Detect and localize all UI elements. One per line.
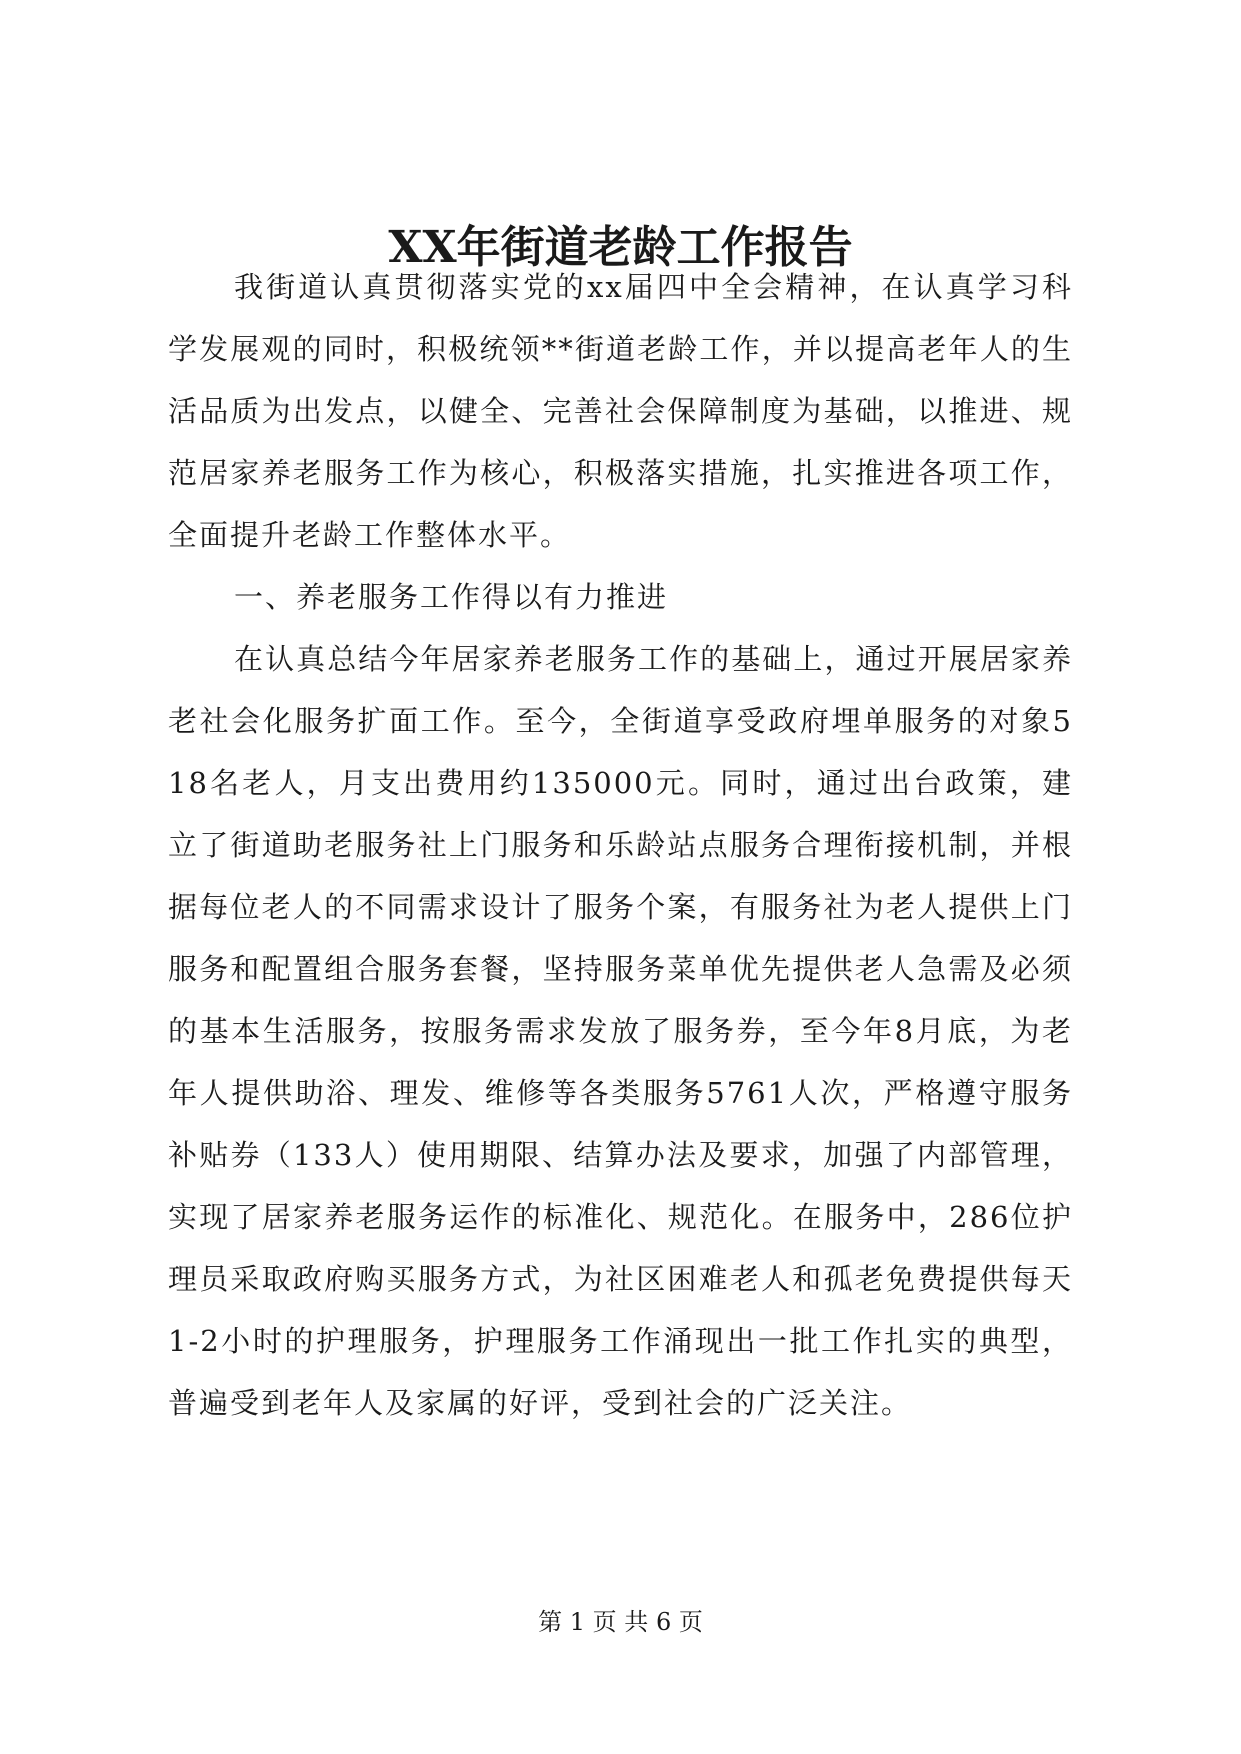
- document-body: [168, 256, 1073, 1434]
- section-heading: 一、养老服务工作得以有力推进: [234, 580, 669, 614]
- section-paragraph: 在认真总结今年居家养老服务工作的基础上，通过开展居家养老社会化服务扩面工作。至今，全街道享受政府埋单服务的对象518名老人，月支出费用约135000元。同时，通过出台政策，建立了街道助老服务社上门服务和乐龄站点服务合理衔接机制，并根据每位老人的不同需求设计了服务个案，有服务社为老人提供上门服务和配置组合服务套餐，坚持服务菜单优先提供老人急需及必须的基本生活服务，按服务需求发放了服务券，至今年8月底，为老年人提供助浴、理发、维修等各类服务5761人次，严格遵守服务补贴券（133人）使用期限、结算办法及要求，加强了内部管理，实现了居家养老服务运作的标准化、规范化。在服务中，286位护理员采取政府购买服务方式，为社区困难老人和孤老免费提供每天1-2小时的护理服务，护理服务工作涌现出一批工作扎实的典型，普遍受到老年人及家属的好评，受到社会的广泛关注。: [168, 642, 1073, 1420]
- intro-paragraph: 我街道认真贯彻落实党的xx届四中全会精神，在认真学习科学发展观的同时，积极统领**街道老龄工作，并以提高老年人的生活品质为出发点，以健全、完善社会保障制度为基础，以推进、规范居家养老服务工作为核心，积极落实措施，扎实推进各项工作，全面提升老龄工作整体水平。: [168, 270, 1073, 552]
- page-footer: [0, 1607, 1241, 1637]
- document-title: XX年街道老龄工作报告: [388, 222, 853, 273]
- page-number: 第 1 页 共 6 页: [538, 1608, 703, 1636]
